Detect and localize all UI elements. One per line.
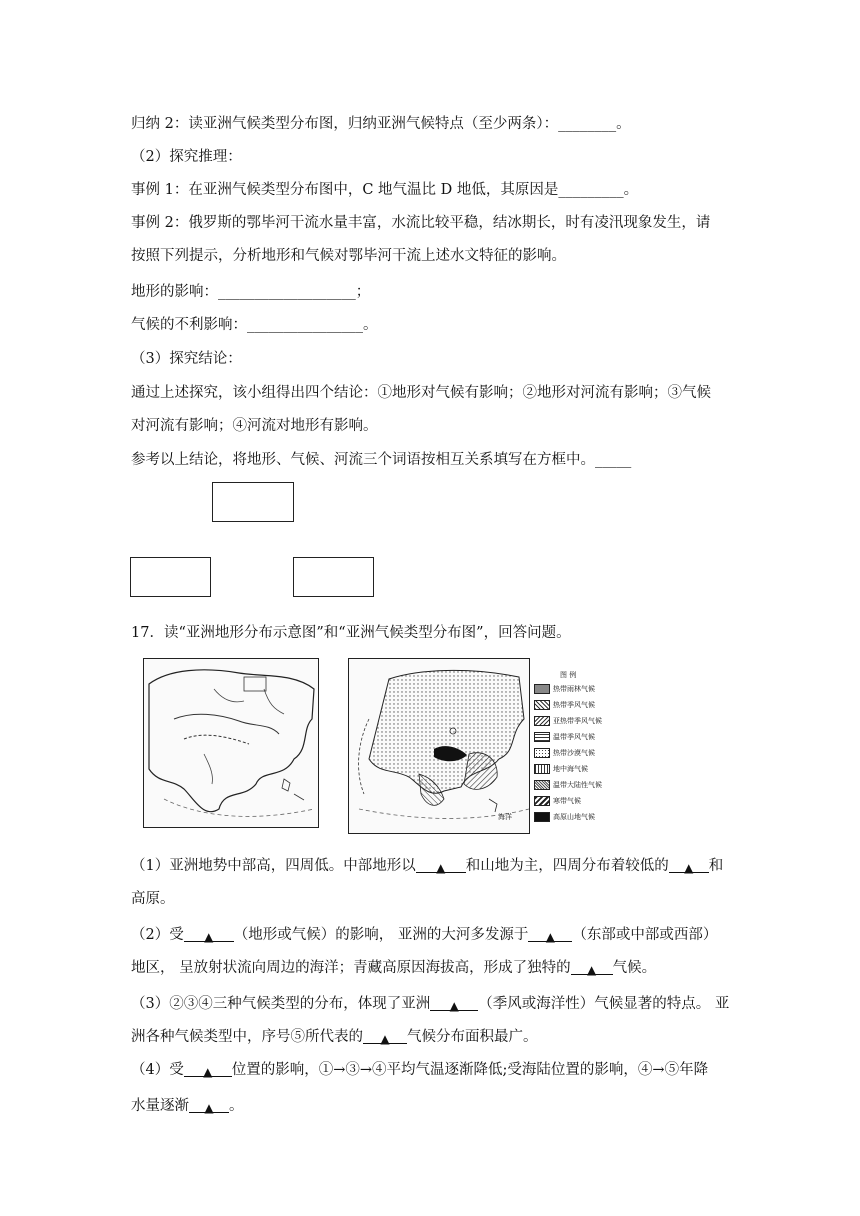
legend-swatch — [534, 684, 550, 694]
asia-terrain-map — [143, 658, 319, 828]
q17-p4-line2: 水量逐渐 ▲ 。 — [131, 1098, 244, 1115]
legend-swatch — [534, 748, 550, 758]
legend-swatch — [534, 780, 550, 790]
q17-p4-line1: （4）受 ▲ 位置的影响，①→③→④平均气温逐渐降低;受海陆位置的影响，④→⑤年降 — [131, 1062, 709, 1079]
text-line: 通过上述探究，该小组得出四个结论：①地形对气候有影响；②地形对河流有影响；③气候 — [131, 385, 711, 401]
answer-box-top[interactable] — [212, 482, 294, 522]
legend-item — [534, 732, 595, 742]
legend-label: 寒带气候 — [553, 797, 581, 805]
legend-label: 温带季风气候 — [553, 733, 595, 741]
text-line: 气候的不利影响：________________。 — [131, 317, 378, 333]
legend-label: 热带季风气候 — [553, 701, 595, 709]
legend-swatch — [534, 796, 550, 806]
legend-item — [534, 748, 595, 758]
legend-swatch — [534, 732, 550, 742]
legend-item — [534, 780, 602, 790]
legend-label: 地中海气候 — [553, 765, 588, 773]
map-sea-label: 海洋 — [498, 813, 512, 821]
answer-blank[interactable]: ▲ — [363, 1029, 407, 1044]
legend-swatch — [534, 700, 550, 710]
legend-label: 亚热带季风气候 — [553, 717, 602, 725]
q17-p2-line2: 地区， 呈放射状流向周边的海洋；青藏高原因海拔高，形成了独特的 ▲ 气候。 — [131, 960, 657, 977]
text-line: 对河流有影响；④河流对地形有影响。 — [131, 418, 378, 434]
text-line: 事例 2：俄罗斯的鄂毕河干流水量丰富，水流比较平稳，结冰期长，时有凌汛现象发生，请 — [131, 215, 711, 231]
text-line: 参考以上结论，将地形、气候、河流三个词语按相互关系填写在方框中。_____ — [131, 452, 632, 468]
answer-blank[interactable]: ▲ — [416, 858, 466, 873]
answer-blank[interactable]: ▲ — [669, 858, 709, 873]
legend-swatch — [534, 812, 550, 822]
answer-blank[interactable]: ▲ — [184, 927, 234, 942]
text-line: 归纳 2：读亚洲气候类型分布图，归纳亚洲气候特点（至少两条）：________。 — [131, 116, 631, 132]
legend-item — [534, 700, 595, 710]
answer-box-left[interactable] — [130, 557, 211, 597]
text-line: 地形的影响：___________________； — [131, 284, 371, 300]
legend-label: 热带雨林气候 — [553, 685, 595, 693]
q17-p1-line2: 高原。 — [131, 891, 175, 907]
legend-label: 温带大陆性气候 — [553, 781, 602, 789]
legend-item — [534, 812, 595, 822]
legend-label: 热带沙漠气候 — [553, 749, 595, 757]
legend-swatch — [534, 764, 550, 774]
text-line: 事例 1：在亚洲气候类型分布图中，C 地气温比 D 地低，其原因是_________。 — [131, 182, 639, 198]
answer-blank[interactable]: ▲ — [571, 960, 613, 975]
legend-item — [534, 716, 602, 726]
q17-p2-line1: （2）受 ▲ （地形或气候）的影响， 亚洲的大河多发源于 ▲ （东部或中部或西部） — [131, 927, 718, 944]
answer-blank[interactable]: ▲ — [430, 996, 478, 1011]
legend-swatch — [534, 716, 550, 726]
legend-item — [534, 764, 588, 774]
q17-p3-line1: （3）②③④三种气候类型的分布，体现了亚洲 ▲ （季风或海洋性）气候显著的特点。 亚 — [131, 996, 730, 1013]
text-line: （3）探究结论： — [131, 351, 242, 367]
legend-item — [534, 684, 595, 694]
answer-blank[interactable]: ▲ — [528, 927, 572, 942]
text-line: 按照下列提示，分析地形和气候对鄂毕河干流上述水文特征的影响。 — [131, 248, 566, 264]
answer-blank[interactable]: ▲ — [184, 1062, 232, 1077]
answer-box-right[interactable] — [293, 557, 374, 597]
q17-p3-line2: 洲各种气候类型中，序号⑤所代表的 ▲ 气候分布面积最广。 — [131, 1029, 538, 1046]
question-title: 17．读“亚洲地形分布示意图”和“亚洲气候类型分布图”，回答问题。 — [131, 625, 571, 641]
legend-item — [534, 796, 581, 806]
answer-blank[interactable]: ▲ — [189, 1098, 229, 1113]
text-line: （2）探究推理： — [131, 149, 242, 165]
climate-legend — [534, 670, 624, 830]
legend-title: 图 例 — [560, 671, 577, 679]
legend-label: 高原山地气候 — [553, 813, 595, 821]
q17-p1-line1: （1）亚洲地势中部高，四周低。中部地形以 ▲ 和山地为主，四周分布着较低的 ▲ 和 — [131, 858, 724, 875]
asia-climate-map — [348, 658, 530, 834]
